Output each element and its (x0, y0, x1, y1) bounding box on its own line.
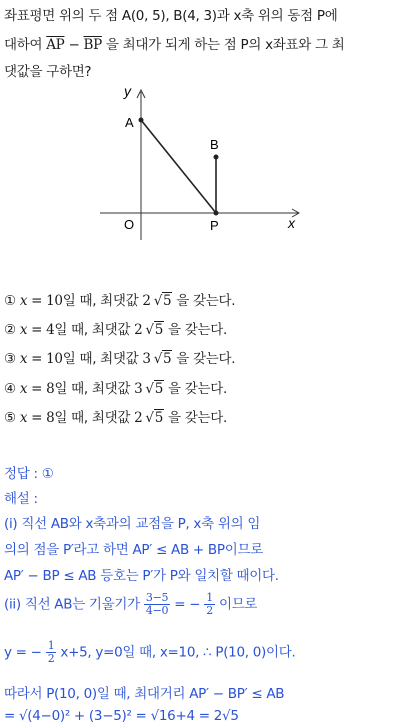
point-p-label: P (210, 218, 219, 233)
line-coef-numerator: 1 (47, 639, 55, 652)
choice-number: ⑤ (4, 410, 16, 426)
problem-line-2-end: 을 최대가 되게 하는 점 P의 x좌표와 그 최 (105, 37, 345, 53)
solution-line-1: (i) 직선 AB와 x축과의 교점을 P, x축 위의 임 (4, 516, 261, 532)
sqrt-symbol: √ (153, 293, 162, 309)
choice-x-value: 8 (46, 410, 55, 426)
slope-denominator: 4−0 (145, 604, 169, 617)
choice-end-text: 을 갖는다. (176, 351, 236, 367)
choice-end-text: 을 갖는다. (168, 381, 227, 397)
choice-coef: 3 (134, 381, 143, 397)
choice-x-eq: x = (19, 410, 47, 426)
y-axis-label: y (124, 83, 131, 99)
choice-number: ① (4, 293, 16, 309)
solution-line-6: 따라서 P(10, 0)일 때, 최대거리 AP′ − BP′ ≤ AB (4, 686, 285, 702)
problem-line-1: 좌표평면 위의 두 점 A(0, 5), B(4, 3)과 x축 위의 동점 P에 (4, 8, 338, 24)
solution-4-end: 이므로 (218, 596, 258, 613)
choice-x-value: 10 (46, 351, 63, 367)
choice-coef: 3 (142, 351, 151, 367)
choice-end-text: 을 갖는다. (168, 322, 227, 338)
choice-coef: 2 (134, 410, 143, 426)
choice-radicand: 5 (163, 293, 172, 309)
solution-line-3: AP′ − BP ≤ AB 등호는 P′가 P와 일치할 때이다. (4, 568, 279, 584)
slope-result-fraction (204, 592, 215, 617)
coordinate-figure (0, 82, 400, 242)
choice-number: ② (4, 322, 16, 338)
choice-mid-text: 일 때, 최댓값 (62, 293, 143, 309)
problem-line-2 (4, 33, 344, 53)
choice-3[interactable] (4, 347, 235, 367)
choice-x-eq: x = (19, 351, 47, 367)
choice-radicand: 5 (154, 322, 163, 338)
origin-label: O (124, 217, 135, 232)
choice-mid-text: 일 때, 최댓값 (54, 381, 135, 397)
choice-coef: 2 (142, 293, 151, 309)
choice-radicand: 5 (154, 381, 163, 397)
choice-x-value: 4 (46, 322, 55, 338)
solution-4-start: (ii) 직선 AB는 기울기가 (4, 596, 140, 613)
choice-coef: 2 (134, 322, 143, 338)
choice-2[interactable] (4, 318, 227, 338)
slope-result-numerator: 1 (206, 591, 213, 604)
choice-x-eq: x = (19, 381, 47, 397)
x-axis-label: x (288, 215, 295, 231)
choice-x-eq: x = (19, 293, 47, 309)
slope-result-denominator: 2 (206, 604, 213, 617)
choice-end-text: 을 갖는다. (176, 293, 236, 309)
solution-4-equals: = − (174, 596, 201, 613)
choice-mid-text: 일 때, 최댓값 (62, 351, 143, 367)
minus-sign: − (68, 37, 80, 53)
answer-label: 정답 : ① (4, 466, 54, 482)
problem-line-2-start: 대하여 (4, 37, 43, 53)
choice-end-text: 을 갖는다. (168, 410, 227, 426)
solution-line-7: = √(4−0)² + (3−5)² = √16+4 = 2√5 (4, 708, 239, 724)
slope-fraction (144, 592, 170, 617)
segment-ap: $\overline{AP}$ (46, 37, 65, 53)
slope-numerator: 3−5 (145, 591, 169, 604)
solution-5-start: y = − (4, 644, 42, 661)
problem-line-3: 댓값을 구하면? (4, 64, 92, 80)
line-coef-denominator: 2 (47, 652, 55, 665)
choice-5[interactable] (4, 406, 227, 426)
choice-mid-text: 일 때, 최댓값 (54, 322, 135, 338)
solution-5-end: x+5, y=0일 때, x=10, ∴ P(10, 0)이다. (60, 644, 296, 661)
choice-1[interactable] (4, 289, 235, 309)
sqrt-symbol: √ (145, 322, 154, 338)
choice-4[interactable] (4, 377, 227, 397)
point-a-label: A (125, 115, 134, 130)
sqrt-symbol: √ (153, 351, 162, 367)
choice-number: ④ (4, 381, 16, 397)
choice-mid-text: 일 때, 최댓값 (54, 410, 135, 426)
choice-number: ③ (4, 351, 16, 367)
line-coef-fraction (46, 640, 57, 665)
choice-x-value: 10 (46, 293, 63, 309)
sqrt-symbol: √ (145, 381, 154, 397)
sqrt-symbol: √ (145, 410, 154, 426)
choice-radicand: 5 (163, 351, 172, 367)
solution-line-4 (4, 592, 257, 617)
choice-x-value: 8 (46, 381, 55, 397)
explain-label: 해설 : (4, 491, 38, 507)
point-b-label: B (210, 137, 219, 152)
solution-line-5 (4, 640, 295, 665)
solution-line-2: 의의 점을 P′라고 하면 AP′ ≤ AB + BP이므로 (4, 542, 263, 558)
choice-x-eq: x = (19, 322, 47, 338)
segment-bp: $\overline{BP}$ (83, 37, 102, 53)
choice-radicand: 5 (154, 410, 163, 426)
